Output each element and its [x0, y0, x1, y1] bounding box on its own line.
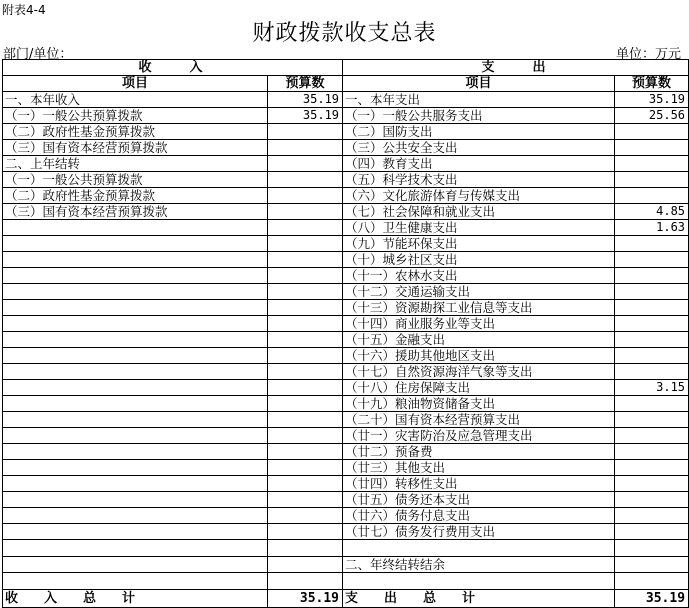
expense-item-cell: （廿六）债务付息支出	[343, 508, 615, 524]
income-item-column-header: 项目	[3, 76, 268, 92]
income-item-cell	[3, 428, 268, 444]
table-row	[3, 540, 689, 557]
expense-item-cell: （七）社会保障和就业支出	[343, 204, 615, 220]
income-item-cell	[3, 348, 268, 364]
expense-item-cell: （十三）资源勘探工业信息等支出	[343, 300, 615, 316]
income-item-cell: （一）一般公共预算拨款	[3, 172, 268, 188]
income-item-cell	[3, 444, 268, 460]
expense-item-cell: （十六）援助其他地区支出	[343, 348, 615, 364]
expense-budget-cell	[615, 540, 689, 557]
table-row	[3, 252, 689, 268]
expense-budget-cell: 1.63	[615, 220, 689, 236]
income-budget-cell	[268, 476, 343, 492]
expense-budget-cell	[615, 332, 689, 348]
income-budget-cell: 35.19	[268, 92, 343, 108]
expense-item-cell: （一）一般公共服务支出	[343, 108, 615, 124]
income-item-cell: 二、上年结转	[3, 156, 268, 172]
table-row	[3, 332, 689, 348]
table-row	[3, 524, 689, 540]
table-row	[3, 557, 689, 573]
expense-budget-cell: 25.56	[615, 108, 689, 124]
expense-item-cell: （十八）住房保障支出	[343, 380, 615, 396]
expense-total-label: 支 出 总 计	[343, 590, 615, 608]
expense-budget-cell	[615, 252, 689, 268]
department-label: 部门/单位：	[3, 47, 73, 62]
expense-budget-cell	[615, 444, 689, 460]
budget-table	[2, 59, 689, 608]
income-budget-column-header: 预算数	[268, 76, 343, 92]
expense-budget-cell: 4.85	[615, 204, 689, 220]
table-row	[3, 348, 689, 364]
table-row	[3, 573, 689, 590]
expense-budget-cell	[615, 524, 689, 540]
income-item-cell: （二）政府性基金预算拨款	[3, 188, 268, 204]
expense-item-cell: （廿七）债务发行费用支出	[343, 524, 615, 540]
expense-budget-cell	[615, 316, 689, 332]
income-item-cell	[3, 396, 268, 412]
table-row	[3, 156, 689, 172]
income-item-cell	[3, 380, 268, 396]
income-budget-cell	[268, 220, 343, 236]
expense-budget-cell	[615, 508, 689, 524]
expense-item-cell: （六）文化旅游体育与传媒支出	[343, 188, 615, 204]
expense-budget-cell	[615, 460, 689, 476]
income-budget-cell	[268, 444, 343, 460]
income-item-cell	[3, 220, 268, 236]
table-row	[3, 460, 689, 476]
expense-budget-cell	[615, 573, 689, 590]
income-budget-cell	[268, 300, 343, 316]
expense-item-cell: （廿二）预备费	[343, 444, 615, 460]
expense-budget-cell	[615, 124, 689, 140]
expense-section-header: 支 出	[343, 60, 689, 76]
unit-label: 单位：万元	[615, 47, 681, 62]
table-row	[3, 428, 689, 444]
income-budget-cell	[268, 573, 343, 590]
expense-budget-cell: 3.15	[615, 380, 689, 396]
expense-budget-cell: 35.19	[615, 92, 689, 108]
expense-item-column-header: 项目	[343, 76, 615, 92]
table-row	[3, 124, 689, 140]
income-budget-cell	[268, 236, 343, 252]
income-item-cell	[3, 268, 268, 284]
table-row	[3, 364, 689, 380]
income-item-cell	[3, 557, 268, 573]
expense-budget-cell	[615, 396, 689, 412]
table-row	[3, 444, 689, 460]
page-title: 财政拨款收支总表	[252, 21, 437, 46]
table-row	[3, 476, 689, 492]
expense-budget-column-header: 预算数	[615, 76, 689, 92]
income-item-cell	[3, 573, 268, 590]
income-budget-cell	[268, 348, 343, 364]
income-item-cell	[3, 492, 268, 508]
income-item-cell	[3, 540, 268, 557]
table-row	[3, 284, 689, 300]
income-item-cell	[3, 460, 268, 476]
income-item-cell	[3, 476, 268, 492]
expense-item-cell: （二十）国有资本经营预算支出	[343, 412, 615, 428]
expense-item-cell: 二、年终结转结余	[343, 557, 615, 573]
expense-item-cell: （廿五）债务还本支出	[343, 492, 615, 508]
expense-budget-cell	[615, 156, 689, 172]
expense-budget-cell	[615, 476, 689, 492]
income-budget-cell	[268, 428, 343, 444]
expense-item-cell: （九）节能环保支出	[343, 236, 615, 252]
income-budget-cell	[268, 332, 343, 348]
table-row	[3, 236, 689, 252]
table-row	[3, 508, 689, 524]
expense-item-cell: （十）城乡社区支出	[343, 252, 615, 268]
expense-item-cell: （十一）农林水支出	[343, 268, 615, 284]
expense-item-cell	[343, 573, 615, 590]
table-row	[3, 108, 689, 124]
expense-budget-cell	[615, 188, 689, 204]
income-budget-cell	[268, 460, 343, 476]
total-row	[3, 590, 689, 608]
expense-budget-cell	[615, 140, 689, 156]
income-item-cell	[3, 252, 268, 268]
income-budget-cell	[268, 380, 343, 396]
expense-item-cell: （十五）金融支出	[343, 332, 615, 348]
expense-item-cell: （三）公共安全支出	[343, 140, 615, 156]
table-row	[3, 316, 689, 332]
expense-item-cell: （廿一）灾害防治及应急管理支出	[343, 428, 615, 444]
income-budget-cell	[268, 252, 343, 268]
document-label: 附表4-4	[2, 3, 46, 17]
table-row	[3, 92, 689, 108]
income-section-header: 收 入	[3, 60, 343, 76]
expense-budget-cell	[615, 492, 689, 508]
expense-budget-cell	[615, 284, 689, 300]
income-budget-cell	[268, 508, 343, 524]
income-item-cell: （二）政府性基金预算拨款	[3, 124, 268, 140]
table-row	[3, 412, 689, 428]
table-row	[3, 188, 689, 204]
income-budget-cell: 35.19	[268, 108, 343, 124]
income-budget-cell	[268, 268, 343, 284]
income-budget-cell	[268, 156, 343, 172]
income-item-cell	[3, 284, 268, 300]
expense-item-cell: 一、本年支出	[343, 92, 615, 108]
expense-item-cell: （十七）自然资源海洋气象等支出	[343, 364, 615, 380]
expense-budget-cell	[615, 364, 689, 380]
income-item-cell	[3, 508, 268, 524]
expense-item-cell: （十二）交通运输支出	[343, 284, 615, 300]
income-item-cell: （一）一般公共预算拨款	[3, 108, 268, 124]
income-item-cell	[3, 316, 268, 332]
table-row	[3, 172, 689, 188]
income-budget-cell	[268, 540, 343, 557]
income-item-cell	[3, 332, 268, 348]
income-item-cell	[3, 412, 268, 428]
table-row	[3, 140, 689, 156]
income-item-cell	[3, 524, 268, 540]
income-budget-cell	[268, 364, 343, 380]
expense-item-cell: （廿三）其他支出	[343, 460, 615, 476]
expense-item-cell: （十九）粮油物资储备支出	[343, 396, 615, 412]
income-item-cell: （三）国有资本经营预算拨款	[3, 204, 268, 220]
table-row	[3, 268, 689, 284]
income-total-label: 收 入 总 计	[3, 590, 268, 608]
income-item-cell	[3, 364, 268, 380]
income-budget-cell	[268, 124, 343, 140]
expense-budget-cell	[615, 236, 689, 252]
income-item-cell: 一、本年收入	[3, 92, 268, 108]
income-item-cell	[3, 236, 268, 252]
table-row	[3, 300, 689, 316]
expense-budget-cell	[615, 300, 689, 316]
income-budget-cell	[268, 188, 343, 204]
expense-budget-cell	[615, 348, 689, 364]
income-budget-cell	[268, 412, 343, 428]
table-row	[3, 380, 689, 396]
income-budget-cell	[268, 316, 343, 332]
expense-item-cell: （二）国防支出	[343, 124, 615, 140]
table-row	[3, 492, 689, 508]
table-row	[3, 220, 689, 236]
expense-budget-cell	[615, 412, 689, 428]
income-budget-cell	[268, 204, 343, 220]
income-budget-cell	[268, 396, 343, 412]
expense-item-cell: （八）卫生健康支出	[343, 220, 615, 236]
expense-item-cell: （四）教育支出	[343, 156, 615, 172]
expense-budget-cell	[615, 428, 689, 444]
expense-budget-cell	[615, 172, 689, 188]
income-item-cell	[3, 300, 268, 316]
expense-item-cell: （五）科学技术支出	[343, 172, 615, 188]
income-budget-cell	[268, 172, 343, 188]
table-row	[3, 396, 689, 412]
expense-budget-cell	[615, 268, 689, 284]
income-budget-cell	[268, 524, 343, 540]
income-budget-cell	[268, 140, 343, 156]
income-total-value: 35.19	[268, 590, 343, 608]
income-budget-cell	[268, 284, 343, 300]
expense-budget-cell	[615, 557, 689, 573]
expense-item-cell: （廿四）转移性支出	[343, 476, 615, 492]
income-budget-cell	[268, 492, 343, 508]
expense-item-cell: （十四）商业服务业等支出	[343, 316, 615, 332]
income-item-cell: （三）国有资本经营预算拨款	[3, 140, 268, 156]
table-row	[3, 204, 689, 220]
expense-item-cell	[343, 540, 615, 557]
expense-total-value: 35.19	[615, 590, 689, 608]
income-budget-cell	[268, 557, 343, 573]
